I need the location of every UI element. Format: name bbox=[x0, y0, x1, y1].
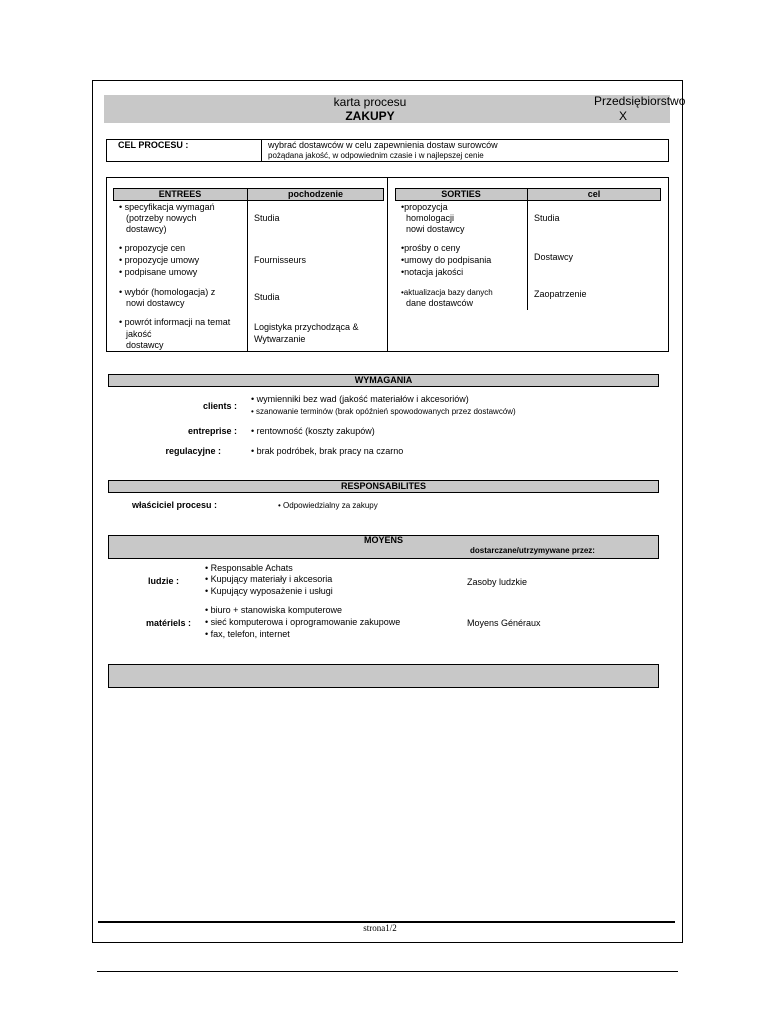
goal-label: CEL PROCESU : bbox=[118, 140, 189, 150]
entree-source: Wytwarzanie bbox=[254, 334, 306, 344]
materials-item: • fax, telefon, internet bbox=[205, 629, 290, 639]
means-provided-by: dostarczane/utrzymywane przez: bbox=[470, 546, 595, 555]
goal-divider bbox=[261, 139, 262, 162]
page-number: strona1/2 bbox=[363, 923, 397, 933]
entree-source: Logistyka przychodząca & bbox=[254, 322, 359, 332]
entree-item: • wybór (homologacja) z bbox=[119, 287, 216, 297]
entree-item: nowi dostawcy bbox=[126, 298, 185, 308]
means-title: MOYENS bbox=[363, 535, 403, 545]
sortie-item: •propozycja bbox=[401, 202, 448, 212]
materials-item: • biuro + stanowiska komputerowe bbox=[205, 605, 342, 615]
entree-item: • specyfikacja wymagań bbox=[119, 202, 215, 212]
people-item: • Responsable Achats bbox=[205, 563, 293, 573]
entrees-header-label: ENTREES bbox=[158, 189, 202, 199]
sortie-target: Zaopatrzenie bbox=[534, 289, 587, 299]
materials-label: matériels : bbox=[145, 618, 191, 628]
sortie-item: homologacji bbox=[406, 213, 455, 223]
people-item: • Kupujący wyposażenie i usługi bbox=[205, 586, 333, 596]
sortie-item: •umowy do podpisania bbox=[401, 255, 492, 265]
clients-item: • wymienniki bez wad (jakość materiałów i akcesoriów) bbox=[251, 394, 469, 404]
sortie-item: •prośby o ceny bbox=[401, 243, 461, 253]
clients-item: • szanowanie terminów (brak opóźnień spowodowanych przez dostawców) bbox=[251, 407, 516, 416]
inputs-outputs-divider bbox=[387, 177, 388, 352]
people-item: • Kupujący materiały i akcesoria bbox=[205, 574, 333, 584]
sortie-item: •aktualizacja bazy danych bbox=[401, 288, 493, 297]
entree-item: • propozycje cen bbox=[119, 243, 186, 253]
entree-item: dostawcy bbox=[126, 340, 164, 350]
entree-source: Studia bbox=[254, 213, 280, 223]
entree-item: (potrzeby nowych bbox=[126, 213, 197, 223]
goal-line-1: wybrać dostawców w celu zapewnienia dostaw surowców bbox=[268, 140, 498, 150]
entree-item: • propozycje umowy bbox=[119, 255, 200, 265]
entrees-col-divider bbox=[247, 201, 248, 352]
entree-source: Studia bbox=[254, 292, 280, 302]
owner-label: właściciel procesu : bbox=[132, 500, 218, 510]
entrees-origin-header: pochodzenie bbox=[287, 189, 343, 199]
entree-source: Fournisseurs bbox=[254, 255, 307, 265]
people-provider: Zasoby ludzkie bbox=[467, 577, 528, 587]
regulacyjne-item: • brak podróbek, brak pracy na czarno bbox=[251, 446, 404, 456]
process-title: ZAKUPY bbox=[345, 109, 395, 123]
sortie-item: dane dostawców bbox=[406, 298, 474, 308]
materials-provider: Moyens Généraux bbox=[467, 618, 541, 628]
materials-item: • sieć komputerowa i oprogramowanie zakupowe bbox=[205, 617, 401, 627]
process-subtitle: karta procesu bbox=[333, 95, 407, 109]
sortie-target: Studia bbox=[534, 213, 560, 223]
entreprise-item: • rentowność (koszty zakupów) bbox=[251, 426, 375, 436]
regulacyjne-label: regulacyjne : bbox=[165, 446, 221, 456]
entree-item: jakość bbox=[126, 329, 152, 339]
responsibilities-title: RESPONSABILITES bbox=[340, 481, 426, 491]
bottom-rule bbox=[97, 971, 678, 972]
company-label: Przedsiębiorstwo bbox=[594, 94, 686, 108]
goal-line-2: pożądana jakość, w odpowiednim czasie i w najlepszej cenie bbox=[268, 151, 484, 160]
entreprise-label: entreprise : bbox=[187, 426, 237, 436]
sortie-item: nowi dostawcy bbox=[406, 224, 465, 234]
sortie-item: •notacja jakości bbox=[401, 267, 464, 277]
entree-item: dostawcy) bbox=[126, 224, 167, 234]
clients-label: clients : bbox=[202, 401, 237, 411]
owner-item: • Odpowiedzialny za zakupy bbox=[278, 501, 378, 510]
sortie-target: Dostawcy bbox=[534, 252, 574, 262]
requirements-title: WYMAGANIA bbox=[354, 375, 413, 385]
sorties-header-label: SORTIES bbox=[441, 189, 481, 199]
company-value: X bbox=[618, 109, 627, 123]
sorties-col-divider bbox=[527, 201, 528, 310]
sorties-target-header: cel bbox=[587, 189, 601, 199]
empty-section-band bbox=[108, 664, 659, 688]
entree-item: • powrót informacji na temat bbox=[119, 317, 231, 327]
people-label: ludzie : bbox=[148, 576, 179, 586]
entree-item: • podpisane umowy bbox=[119, 267, 198, 277]
